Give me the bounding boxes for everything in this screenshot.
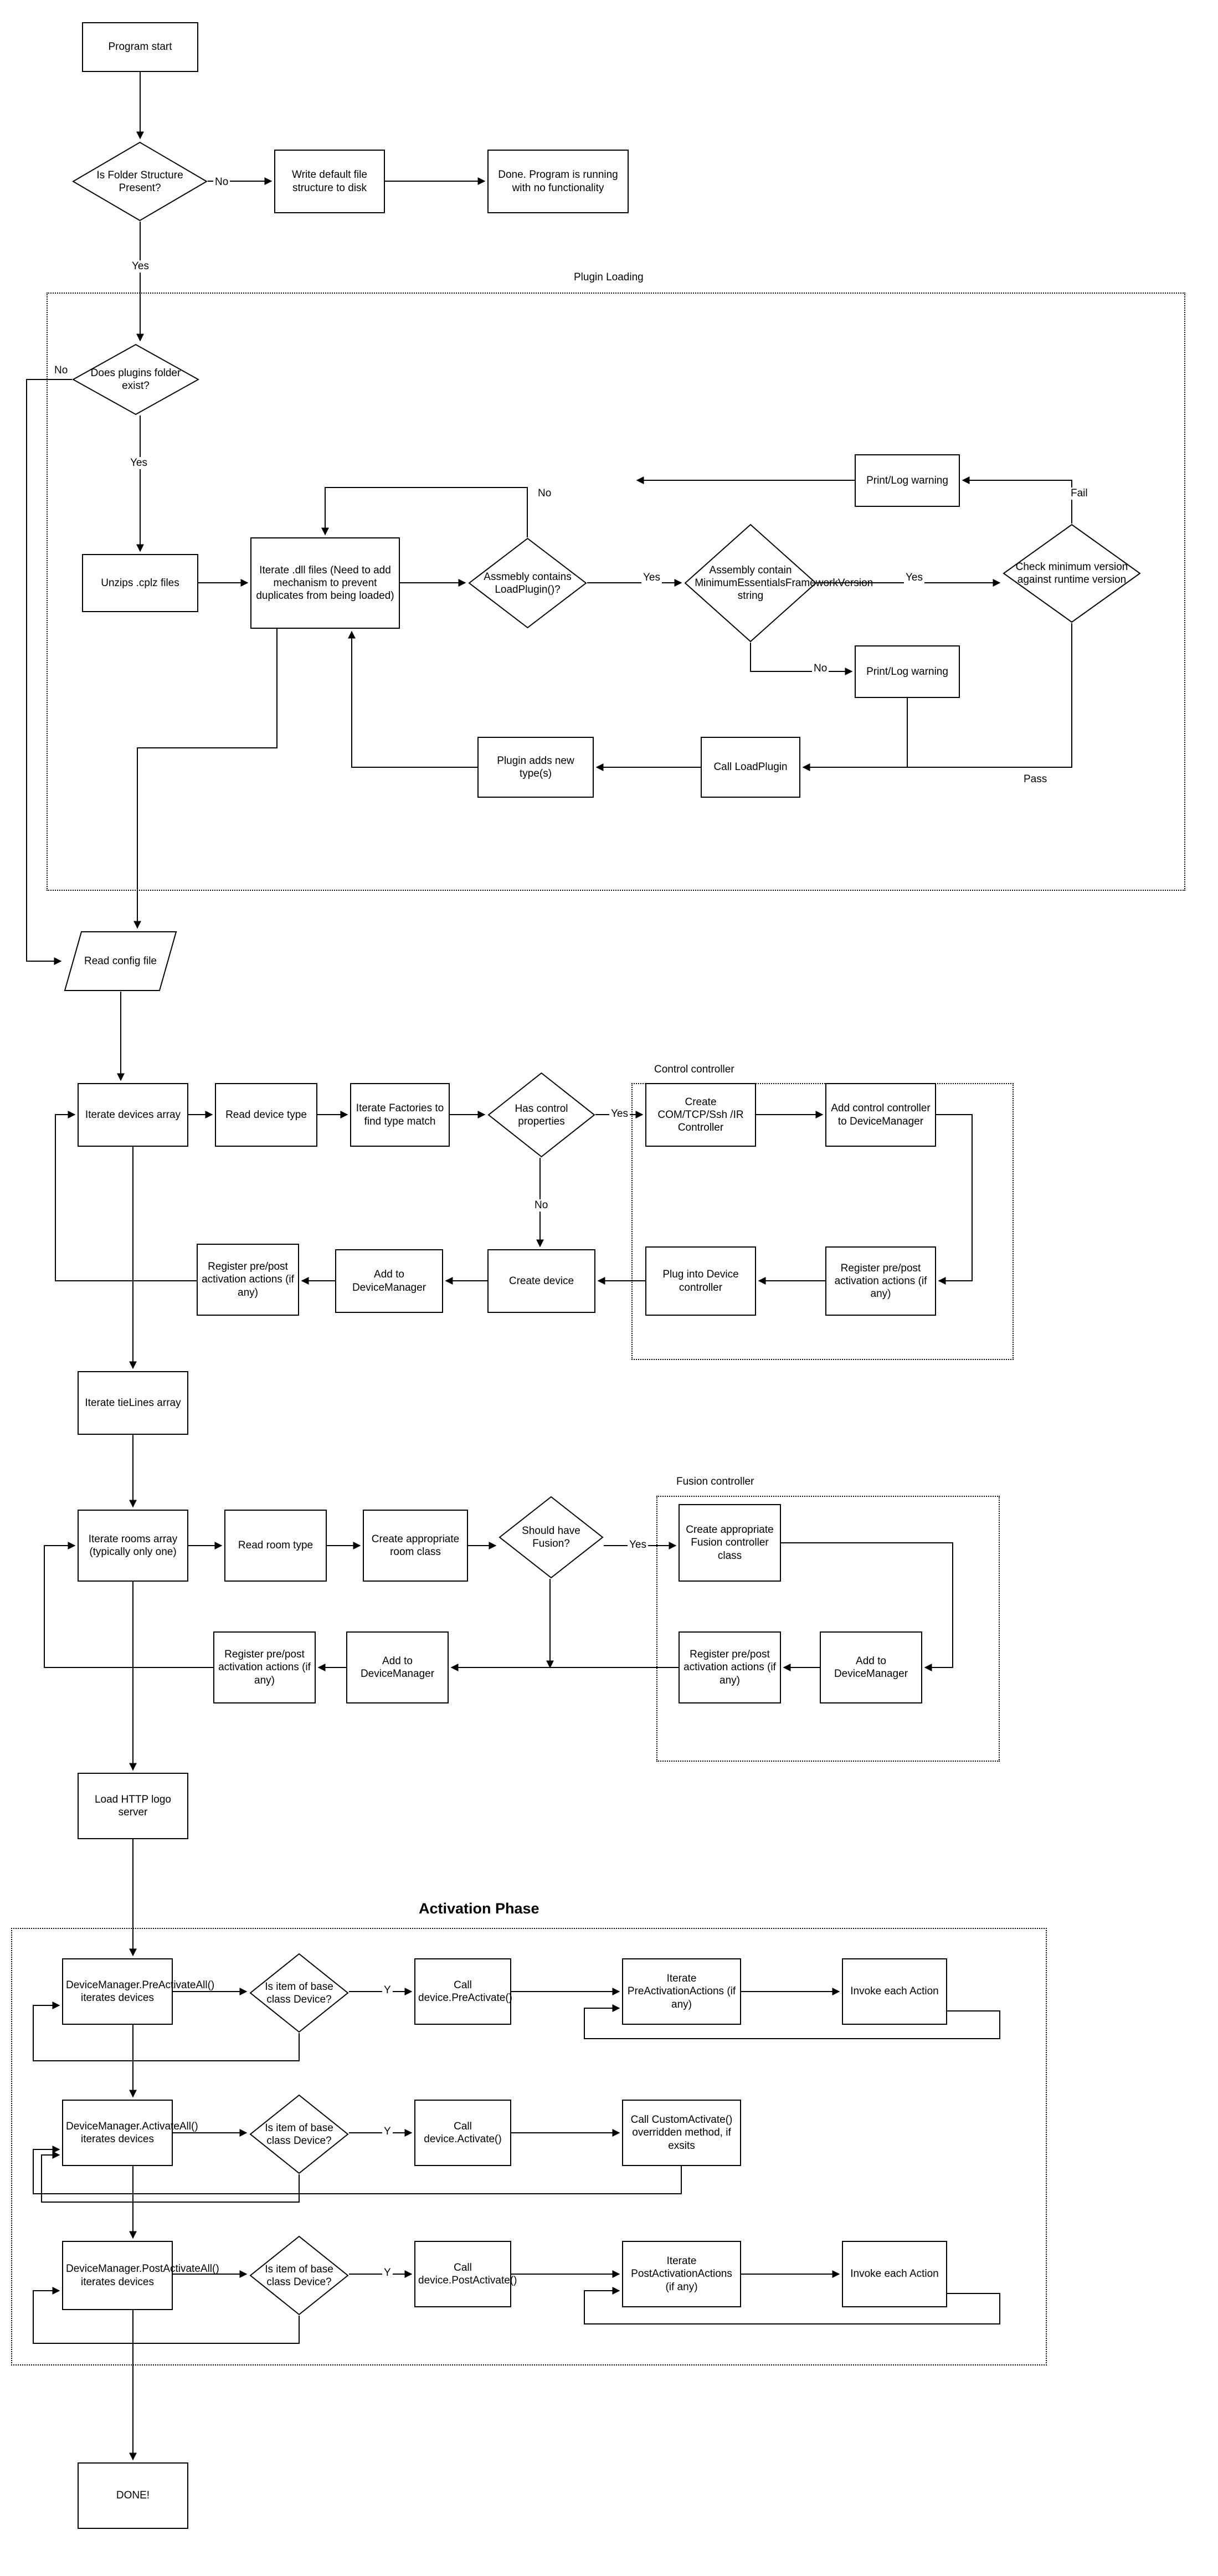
node-register-pre-post-activation-1[interactable] [825,1246,936,1316]
node-iterate-preactivationactions[interactable] [622,1958,741,2025]
node-call-loadplugin[interactable] [701,737,800,798]
node-label: Add to DeviceManager [360,1655,435,1680]
node-label: Register pre/post activation actions (if any) [218,1649,311,1686]
node-label: Iterate tieLines array [85,1397,181,1409]
node-read-room-type[interactable] [224,1510,327,1582]
node-plugin-adds-new-types[interactable] [477,737,594,798]
node-label: Register pre/post activation actions (if any) [202,1261,294,1299]
node-iterate-devices-array[interactable] [78,1083,188,1147]
node-label: Add to DeviceManager [352,1269,426,1294]
node-label: Iterate Factories to find type match [356,1102,444,1127]
node-label: Call LoadPlugin [713,761,788,773]
node-label: Iterate .dll files (Need to add mechanism to prevent duplicates from being loaded) [256,564,394,602]
group-label-control-controller: Control controller [651,1064,738,1076]
node-unzips-cplz-files[interactable] [82,554,198,612]
node-iterate-postactivationactions[interactable] [622,2241,741,2307]
edge-label-no-control: No [533,1199,549,1212]
node-assembly-contains-loadplugin[interactable] [468,537,587,629]
node-label: Assembly contain MinimumEssentialsFrameworkVersion string [695,564,873,602]
node-label: Unzips .cplz files [101,577,179,589]
node-label: DeviceManager.ActivateAll() iterates devices [66,2120,198,2145]
node-label: Call device.PreActivate() [418,1979,513,2004]
node-add-control-controller-to-devicemanager[interactable] [825,1083,936,1147]
node-create-device[interactable] [487,1249,595,1313]
node-create-com-tcp-ssh-ir-controller[interactable] [645,1083,756,1147]
node-label: Iterate PostActivationActions (if any) [631,2255,732,2293]
node-label: Iterate rooms array (typically only one) [88,1533,178,1558]
node-iterate-rooms-array[interactable] [78,1510,188,1582]
node-label: Add to DeviceManager [834,1655,908,1680]
node-label: Create COM/TCP/Ssh /IR Controller [657,1096,744,1134]
node-label: DeviceManager.PreActivateAll() iterates devices [66,1979,215,2004]
node-label: Invoke each Action [850,1985,939,1998]
node-invoke-each-action-1[interactable] [842,1958,947,2025]
node-label: Program start [108,41,172,53]
node-read-device-type[interactable] [215,1083,317,1147]
node-label: Create appropriate Fusion controller class [686,1524,774,1562]
node-call-device-activate[interactable] [414,2100,511,2166]
node-iterate-factories[interactable] [350,1083,450,1147]
node-label: Read device type [225,1109,307,1121]
node-create-appropriate-room-class[interactable] [363,1510,468,1582]
node-label: Call device.Activate() [424,2120,502,2145]
edge-label-yes-folder: Yes [130,260,151,273]
group-label-activation-phase: Activation Phase [415,1900,543,1917]
group-label-fusion-controller: Fusion controller [673,1476,757,1488]
edge-label-no-plugins: No [53,365,69,377]
node-label: Does plugins folder exist? [90,367,181,392]
node-label: Has control properties [515,1102,568,1127]
node-program-start[interactable] [82,22,198,72]
node-is-base-class-device-3[interactable] [249,2235,349,2316]
edge-label-fail: Fail [1069,488,1089,500]
edge-label-y-device-3: Y [382,2267,393,2279]
node-label: Create device [508,1275,574,1287]
node-check-minimum-version[interactable] [1003,524,1141,623]
node-label: Read config file [84,955,157,967]
node-label: Should have Fusion? [522,1525,580,1549]
node-print-log-warning-1[interactable] [855,454,960,507]
node-done-no-functionality[interactable] [487,150,629,213]
node-label: Is item of base class Device? [265,2122,333,2147]
node-label: Is item of base class Device? [265,2263,333,2288]
node-is-base-class-device-1[interactable] [249,1953,349,2033]
edge-label-pass: Pass [1022,773,1049,786]
node-devicemanager-preactivateall[interactable] [62,1958,215,2025]
node-label: Write default file structure to disk [292,169,367,194]
node-print-log-warning-2[interactable] [855,645,960,698]
node-write-default-file-structure[interactable] [274,150,385,213]
node-label: Add control controller to DeviceManager [831,1102,931,1127]
node-plug-into-device-controller[interactable] [645,1246,756,1316]
node-iterate-dll-files[interactable] [250,537,400,629]
edge-label-no-version: No [812,663,829,675]
node-label: DeviceManager.PostActivateAll() iterates devices [66,2263,219,2288]
edge-label-no-folder: No [213,176,230,188]
node-iterate-tielines-array[interactable] [78,1371,188,1435]
node-read-config-file[interactable] [64,931,177,992]
node-create-fusion-controller-class[interactable] [679,1504,781,1582]
node-is-base-class-device-2[interactable] [249,2094,349,2174]
node-label: Done. Program is running with no functionality [498,169,618,194]
node-does-plugins-folder-exist[interactable] [72,343,199,415]
node-should-have-fusion[interactable] [498,1496,604,1579]
node-label: Register pre/post activation actions (if any) [683,1649,776,1686]
node-call-customactivate[interactable] [622,2100,741,2166]
node-register-pre-post-activation-2[interactable] [197,1244,299,1316]
node-label: Iterate PreActivationActions (if any) [627,1973,736,2010]
node-has-control-properties[interactable] [487,1072,595,1158]
node-label: Call device.PostActivate() [418,2261,517,2286]
node-label: Load HTTP logo server [94,1793,171,1818]
node-devicemanager-activateall[interactable] [62,2100,198,2166]
node-label: Plugin adds new type(s) [497,755,574,779]
node-label: Iterate devices array [85,1109,181,1121]
edge-label-yes-version: Yes [904,572,924,584]
node-add-to-devicemanager-1[interactable] [335,1249,443,1313]
edge-label-y-device-1: Y [382,1984,393,1997]
node-assembly-contains-version-string[interactable] [684,524,873,643]
node-devicemanager-postactivateall[interactable] [62,2241,219,2310]
edge-label-yes-control: Yes [609,1108,630,1120]
node-load-http-logo-server[interactable] [78,1773,188,1839]
node-add-to-devicemanager-2[interactable] [820,1631,922,1703]
node-label: Create appropriate room class [371,1533,460,1558]
node-register-pre-post-activation-3[interactable] [679,1631,781,1703]
node-label: Print/Log warning [866,474,948,486]
node-label: Call CustomActivate() overridden method, if exsits [630,2114,733,2152]
group-label-plugin-loading: Plugin Loading [571,271,647,284]
node-call-device-postactivate[interactable] [414,2241,517,2307]
edge-label-no-loadplugin: No [536,488,553,500]
node-register-pre-post-activation-4[interactable] [213,1631,316,1703]
node-label: Register pre/post activation actions (if any) [834,1262,927,1300]
node-label: Is Folder Structure Present? [96,169,183,194]
edge-label-yes-plugins: Yes [129,457,149,469]
node-label: Read room type [238,1540,314,1552]
node-label: Plug into Device controller [662,1269,739,1294]
edge-label-y-device-2: Y [382,2126,393,2138]
node-label: Print/Log warning [866,665,948,678]
node-label: Invoke each Action [850,2268,939,2280]
node-invoke-each-action-2[interactable] [842,2241,947,2307]
edge-label-yes-loadplugin: Yes [641,572,662,584]
node-add-to-devicemanager-3[interactable] [346,1631,449,1703]
node-label: Assmebly contains LoadPlugin()? [484,571,572,596]
node-label: Is item of base class Device? [265,1980,333,2005]
node-call-device-preactivate[interactable] [414,1958,511,2025]
node-label: Check minimum version against runtime version [1015,561,1128,586]
edge-label-yes-fusion: Yes [628,1539,648,1551]
node-is-folder-structure-present[interactable] [72,141,208,222]
node-label: DONE! [116,2490,150,2502]
node-done[interactable] [78,2462,188,2529]
